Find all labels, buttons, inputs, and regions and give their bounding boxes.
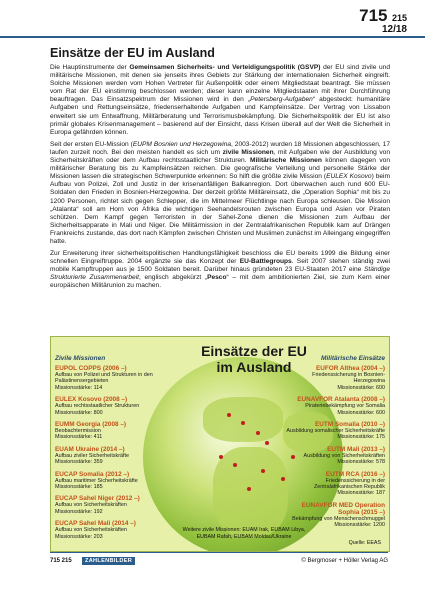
issue-date: 12/18 [381,24,407,35]
paragraph-3 [50,250,390,290]
mission-location-marker [256,431,260,435]
source-note: Quelle: EEAS [348,540,381,546]
mission-location-marker [247,487,251,491]
text-run: , mit Aufgaben wie der Ausbildung von Sicherheitskräften oder dem Aufbau rechtsstaatlicher Strukturen. [50,148,390,165]
header-rule [0,36,425,38]
mission-entry [281,471,385,497]
text-run: “ abgesteckt: humanitäre Aufgaben und Rettungseinsätze, friedenserhaltende Aufgaben und Kampfeinsätze. Der Vertrag von Lissabon erweitert sie um Entwaffnung, Militärberatung und Terrorismusbekämpfung. Die Sicherheitspolitik der EU ist also primär globales Krisenmanagement – basierend auf der Einsicht, dass Krisen überall auf der Welt die Sicherheit in Europa gefährden können. [50,96,390,136]
body-text [50,64,390,295]
text-run: EUPM Bosnien und Herzegowina [132,140,232,148]
mission-entry [55,365,159,391]
text-run: Pesco [207,274,227,282]
mission-map-figure [50,336,390,552]
mission-strength: Missionsstärke: 600 [337,409,385,416]
mission-entry [55,446,159,466]
mission-entry [281,446,385,466]
mission-name: EUNAVFOR MED Operation Sophia (2015 –) [301,501,385,516]
mission-entry [55,471,159,491]
mission-description: Aufbau maritimer Sicherheitskräfte [55,477,138,484]
mission-name: EUFOR Althea (2004 –) [315,365,385,372]
mission-location-marker [291,455,295,459]
mission-strength: Missionsstärke: 411 [55,434,103,441]
europe-landmass [203,397,283,442]
mission-description: Aufbau ziviler Sicherheitskräfte [55,452,130,459]
text-run: Zur Erweiterung ihrer sicherheitspolitischen Handlungsfähigkeit beschloss die EU bereits 1999 die Bildung einer schnellen Eingreiftruppe. 2004 ergänzte sie das Konzept der [50,250,390,266]
mission-description: Pirateriebekämpfung vor Somalia [305,403,385,410]
mission-location-marker [219,455,223,459]
mission-description: Aufbau von Sicherheitskräften [55,527,127,534]
mission-location-marker [227,413,231,417]
mission-entry [281,396,385,416]
text-run: Gemeinsamen Sicherheits- und Verteidigungspolitik (GSVP) [129,64,321,71]
mission-name: EUTM RCA (2016 –) [325,470,385,478]
text-run: Ständige Strukturierte Zusammenarbeit [50,266,390,282]
civil-missions-heading: Zivile Missionen [55,355,106,362]
page-sub-number: 215 [391,13,407,23]
text-run: Die Hauptinstrumente der [50,64,130,71]
mission-description: Ausbildung somalischer Sicherheitskräfte [286,428,385,435]
text-run: können dagegen von militärischer Beratung bis zu Kampfeinsätzen reichen. Die geografische Verteilung und personelle Stärke der Missionen lassen die strategischen Schwerpunkte erkennen: So hilft die größte zivile Mission ( [50,157,390,181]
text-run: . Seit 2007 stehen ständig zwei mobile Kampftruppen aus je 1500 Soldaten bereit. Darüber hinaus gründeten 23 EU-Staaten 2017 eine [50,258,390,274]
civil-missions-list [55,365,159,545]
mission-entry [281,365,385,391]
mission-description: Aufbau rechtsstaatlicher Strukturen [55,403,140,410]
text-run: “ – mit dem ambitionierten Ziel, sie zum Kern einer europäischen Militärunion zu machen. [50,274,390,290]
paragraph-1 [50,64,390,137]
figure-title-line-1: Einsätze der EU [201,343,307,359]
mission-name: EUTM Somalia (2010 –) [315,421,385,429]
africa-landmass [213,447,288,537]
mission-name: EUCAP Somalia (2012 –) [55,470,130,478]
text-run: EULEX Kosovo [326,173,372,181]
text-run: , englisch abgekürzt „ [139,274,208,282]
footer-rule [50,552,388,553]
mission-description: Beobachtermission [55,428,101,435]
footer-number: 715 215 [50,558,72,564]
page-number-block [359,6,407,35]
mission-strength: Missionsstärke: 1200 [334,522,385,529]
mission-strength: Missionsstärke: 114 [55,384,103,391]
mission-location-marker [241,421,245,425]
text-run: EU-Battlegroups [239,258,292,266]
mission-strength: Missionsstärke: 203 [55,533,103,540]
mission-location-marker [233,463,237,467]
mission-name: EUPOL COPPS (2006 –) [55,365,127,372]
mission-strength: Missionsstärke: 800 [55,409,103,416]
mission-entry [55,495,159,515]
text-run: ) beim Aufbau von Polizei, Zoll und Justiz in der krisenanfälligen Balkanregion. Dort überwachen auch rund 600 EU-Soldaten den Frieden in Bosnien-Herzegowina. Der derzeit größte Militäreinsatz, die „Operation Sophia“ mit bis zu 1200 Personen, richtet sich gegen Schlepper, die im Mittelmeer Flüchtlinge nach Europa schleusen. Die Mission „Atalanta“ soll am Horn von Afrika die wichtigen Seehandelsrouten zwischen Europa und Asien vor Piraten schützen. Dem Kampf gegen Terroristen in der Sahel-Zone dienen die Missionen zum Aufbau der Sicherheitsapparate in Mali und Niger. Die Militärmission in der Zentralafrikanischen Republik kam auf Drängen Frankreichs zustande, das dort nach Kämpfen zwischen Christen und Muslimen zunächst im Alleingang eingegriffen hatte. [50,173,390,245]
mission-description: Bekämpfung von Menschenschmuggel [292,515,385,522]
mission-description: Ausbildung von Sicherheitskräften [303,452,385,459]
text-run: Militärische Missionen [249,157,322,165]
mission-name: EUAM Ukraine (2014 –) [55,445,125,453]
copyright: © Bergmoser + Höller Verlag AG [301,558,388,564]
figure-footnote [169,527,319,540]
military-missions-list [281,365,385,534]
text-run: Petersberg-Aufgaben [250,96,313,104]
mission-entry [55,396,159,416]
mission-location-marker [265,441,269,445]
page-number: 715 [359,6,388,25]
figure-title-line-2: im Ausland [216,359,292,375]
mission-name: EUNAVFOR Atalanta (2008 –) [297,396,385,404]
text-run: , 2003-2012) wurden 18 Missionen abgeschlossen, 17 laufen zurzeit noch. Bei den meisten handelt es sich um [50,140,390,156]
mission-location-marker [261,469,265,473]
zahlenbilder-badge: ZAHLENBILDER [82,557,135,565]
mission-entry [281,421,385,441]
mission-entry [55,421,159,441]
page-title: Einsätze der EU im Ausland [50,46,215,60]
mission-strength: Missionsstärke: 359 [55,459,103,466]
paragraph-2 [50,141,390,246]
mission-strength: Missionsstärke: 192 [55,508,103,515]
mission-description: Friedenssicherung in der Zentralafrikanischen Republik [313,477,385,491]
mission-location-marker [281,477,285,481]
footnote-line-1: Weitere zivile Missionen: EUAM Irak, EUBAM Libya, [182,527,306,533]
mission-description: Aufbau von Sicherheitskräften [55,502,127,509]
mission-name: EUTM Mali (2013 –) [327,445,385,453]
text-run: zivile Missionen [222,148,274,156]
mission-strength: Missionsstärke: 600 [337,384,385,391]
mission-name: EUCAP Sahel Mali (2014 –) [55,520,136,528]
mission-name: EULEX Kosovo (2008 –) [55,396,128,404]
text-run: Seit der ersten EU-Mission ( [50,140,133,148]
text-run: der EU sind zivile und militärische Missionen, mit denen sie jenseits ihres Gebiets zur Stärkung der internationalen Sicherheit eingreift. Solche Missionen werden vom Hohen Vertreter für Außenpolitik oder einem Mitgliedstaat beantragt. Sie müssen vom Rat der EU einstimmig beschlossen werden; dieser kann einzelne Mitgliedstaaten mit ihrer Durchführung beauftragen. Das Einsatzspektrum der Missionen wird in den „ [50,64,390,104]
mission-strength: Missionsstärke: 185 [55,484,103,491]
footnote-line-2: EUBAM Rafah, EUBAM Moldau/Ukraine [196,533,292,540]
mission-strength: Missionsstärke: 187 [337,490,385,497]
mission-entry [281,502,385,529]
mission-entry [55,520,159,540]
mission-description: Friedenssicherung in Bosnien-Herzegowina [312,372,385,385]
mission-name: EUMM Georgia (2008 –) [55,421,127,429]
mission-description: Aufbau von Polizei und Strukturen in den Palästinensergebieten [55,372,153,385]
mission-strength: Missionsstärke: 578 [337,459,385,466]
military-missions-heading: Militärische Einsätze [321,355,385,362]
mission-name: EUCAP Sahel Niger (2012 –) [55,495,140,503]
mission-strength: Missionsstärke: 175 [337,434,385,441]
